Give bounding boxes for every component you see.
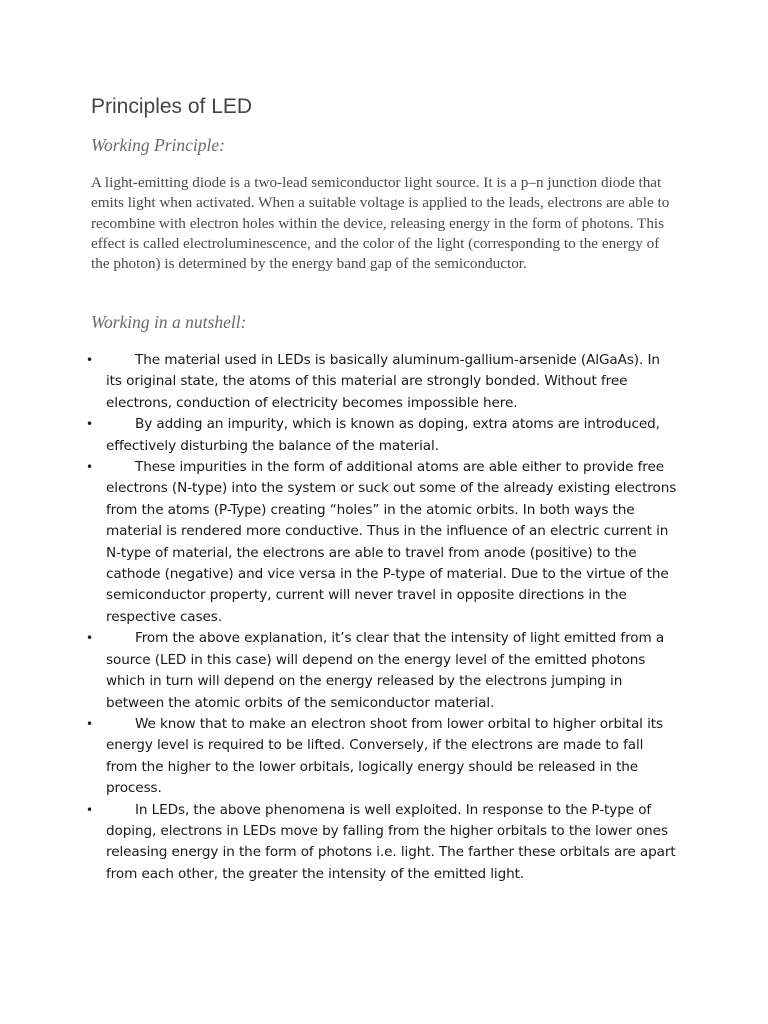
list-item-text: These impurities in the form of additional atoms are able either to provide free electrons (N-type) into the system or suck out some of the already existing electrons from the atoms (P-Type) creating “holes” in the atomic orbits. In both ways the material is rendered more conductive. Thus in the influence of an electric current in N-type of material, the electrons are able to travel from anode (positive) to the cathode (negative) and vice versa in the P-type of material. Due to the virtue of the semiconductor property, current will never travel in opposite directions in the respective cases.	[106, 459, 677, 625]
list-item-text: We know that to make an electron shoot from lower orbital to higher orbital its energy level is required to be lifted. Conversely, if the electrons are made to fall from the higher to the lower orbitals, logically energy should be released in the process.	[106, 715, 663, 797]
bullet-icon: •	[86, 417, 93, 432]
list-item-text: From the above explanation, it’s clear that the intensity of light emitted from a source (LED in this case) will depend on the energy level of the emitted photons which in turn will depend on the energy released by the electrons jumping in between the atomic orbits of the semiconductor material.	[106, 630, 665, 711]
bullet-icon: •	[86, 802, 93, 817]
page-title: Principles of LED	[91, 95, 253, 118]
list-item	[0, 350, 678, 414]
bullet-icon: •	[86, 460, 93, 475]
intro-paragraph: A light-emitting diode is a two-lead semiconductor light source. It is a p–n junction diode that emits light when activated. When a suitable voltage is applied to the leads, electrons are able to recombine with electron holes within the device, releasing energy in the form of photons. This effect is called electroluminescence, and the color of the light (corresponding to the energy of the photon) is determined by the energy band gap of the semiconductor.	[91, 174, 670, 273]
bullet-icon: •	[86, 353, 93, 367]
bullet-icon: •	[86, 716, 93, 731]
bullet-list	[0, 350, 768, 885]
list-item	[0, 457, 678, 628]
list-item-text: The material used in LEDs is basically aluminum-gallium-arsenide (AlGaAs). In its original state, the atoms of this material are strongly bonded. Without free electrons, conduction of electricity becomes impossible here.	[106, 352, 660, 411]
list-item-text: In LEDs, the above phenomena is well exploited. In response to the P-type of doping, electrons in LEDs move by falling from the higher orbitals to the lower ones releasing energy in the form of photons i.e. light. The farther these orbitals are apart from each other, the greater the intensity of the emitted light.	[106, 801, 676, 882]
list-item-text: By adding an impurity, which is known as doping, extra atoms are introduced, effectively disturbing the balance of the material.	[106, 416, 660, 454]
section-heading-working-principle: Working Principle:	[91, 135, 225, 155]
section-heading-nutshell: Working in a nutshell:	[91, 312, 247, 332]
list-item	[0, 414, 678, 457]
list-item	[0, 628, 678, 714]
bullet-icon: •	[86, 631, 93, 646]
list-item	[0, 714, 678, 800]
list-item	[0, 800, 678, 886]
